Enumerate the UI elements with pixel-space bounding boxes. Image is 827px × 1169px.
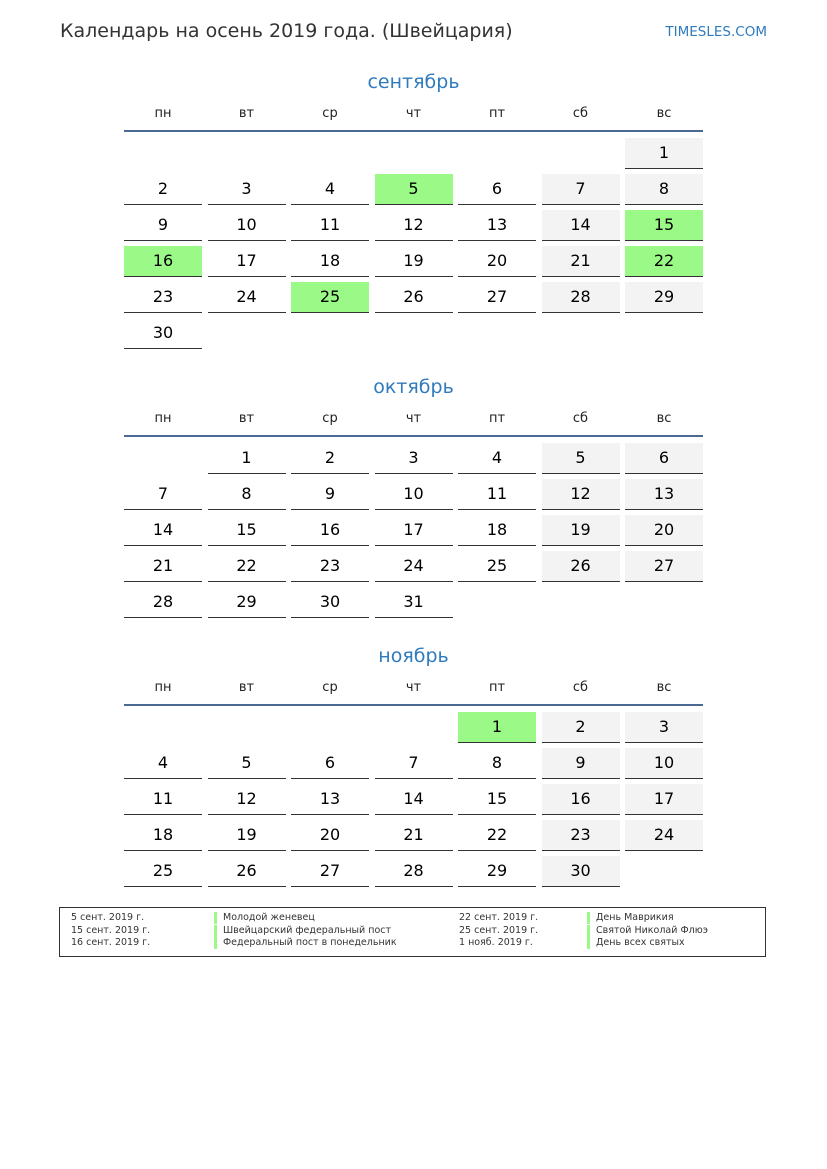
day-cell: 6 [458,174,536,205]
empty-day-cell [542,318,620,348]
weekday-label: ср [322,680,338,695]
day-cell: 3 [375,443,453,474]
empty-day-cell [291,318,369,348]
legend-name: День всех святых [587,937,685,949]
day-cell: 28 [124,587,202,618]
day-cell: 22 [208,551,286,582]
empty-day-cell [625,587,703,617]
day-cell: 26 [208,856,286,887]
legend-name: Федеральный пост в понедельник [214,937,397,949]
day-cell: 5 [208,748,286,779]
day-cell: 20 [625,515,703,546]
empty-day-cell [375,318,453,348]
day-cell: 17 [208,246,286,277]
day-cell: 31 [375,587,453,618]
day-cell: 6 [625,443,703,474]
day-cell: 20 [291,820,369,851]
weekday-label: пт [488,680,506,695]
day-cell: 26 [542,551,620,582]
header-divider [124,435,703,437]
day-cell: 24 [625,820,703,851]
day-cell: 10 [208,210,286,241]
week-row [124,748,703,784]
empty-day-cell [291,712,369,742]
day-cell: 6 [291,748,369,779]
month-november [124,642,703,892]
weekday-label: пн [154,680,172,695]
day-cell: 1 [458,712,536,743]
empty-day-cell [208,712,286,742]
day-cell: 16 [291,515,369,546]
day-cell: 21 [542,246,620,277]
week-row [124,443,703,479]
weekday-label: вс [656,680,672,695]
day-cell: 14 [375,784,453,815]
day-cell: 14 [542,210,620,241]
weekday-label: вт [238,411,255,426]
day-cell: 4 [458,443,536,474]
week-row [124,246,703,282]
week-row [124,712,703,748]
day-cell: 7 [375,748,453,779]
day-cell: 11 [291,210,369,241]
legend-date: 1 нояб. 2019 г. [459,937,533,948]
weekday-label: пн [154,106,172,121]
empty-day-cell [542,587,620,617]
day-cell: 8 [625,174,703,205]
day-cell: 8 [458,748,536,779]
day-cell: 2 [542,712,620,743]
weekday-label: пт [488,411,506,426]
day-cell: 10 [625,748,703,779]
weekday-label: сб [572,411,589,426]
day-cell: 18 [124,820,202,851]
weekday-header [124,680,703,704]
empty-day-cell [458,318,536,348]
day-cell: 29 [458,856,536,887]
day-cell: 30 [291,587,369,618]
day-cell: 4 [291,174,369,205]
day-cell: 19 [208,820,286,851]
day-cell: 1 [208,443,286,474]
day-cell: 2 [291,443,369,474]
weekday-label: чт [405,411,422,426]
day-cell: 18 [458,515,536,546]
empty-day-cell [625,856,703,886]
month-september [124,68,703,354]
week-row [124,210,703,246]
day-cell: 12 [542,479,620,510]
day-cell: 10 [375,479,453,510]
weekday-header [124,106,703,130]
legend-date: 22 сент. 2019 г. [459,912,539,923]
weeks-grid [124,712,703,892]
day-cell: 17 [375,515,453,546]
month-name: сентябрь [367,71,460,93]
day-cell: 9 [542,748,620,779]
header-divider [124,704,703,706]
empty-day-cell [375,138,453,168]
day-cell: 24 [208,282,286,313]
page-title: Календарь на осень 2019 года. (Швейцария) [60,20,513,42]
empty-day-cell [208,138,286,168]
week-row [124,856,703,892]
weeks-grid [124,138,703,354]
weekday-label: пн [154,411,172,426]
legend-name: Швейцарский федеральный пост [214,925,391,937]
day-cell: 29 [208,587,286,618]
day-cell: 21 [375,820,453,851]
day-cell: 14 [124,515,202,546]
empty-day-cell [375,712,453,742]
weekday-label: чт [405,680,422,695]
day-cell: 15 [208,515,286,546]
day-cell: 11 [458,479,536,510]
day-cell: 27 [291,856,369,887]
legend-name: Святой Николай Флюэ [587,925,708,937]
day-cell: 9 [124,210,202,241]
day-cell: 27 [625,551,703,582]
day-cell: 4 [124,748,202,779]
weekday-label: вт [238,106,255,121]
day-cell: 25 [458,551,536,582]
day-cell: 5 [542,443,620,474]
day-cell: 19 [542,515,620,546]
weekday-label: сб [572,680,589,695]
day-cell: 28 [375,856,453,887]
legend-date: 15 сент. 2019 г. [71,925,151,936]
weekday-label: вт [238,680,255,695]
header-divider [124,130,703,132]
day-cell: 22 [458,820,536,851]
day-cell: 22 [625,246,703,277]
legend-name: Молодой женевец [214,912,315,924]
day-cell: 12 [208,784,286,815]
week-row [124,479,703,515]
empty-day-cell [458,587,536,617]
holiday-legend [59,907,766,957]
day-cell: 7 [542,174,620,205]
day-cell: 15 [458,784,536,815]
empty-day-cell [458,138,536,168]
weekday-label: пт [488,106,506,121]
week-row [124,515,703,551]
day-cell: 25 [291,282,369,313]
empty-day-cell [291,138,369,168]
day-cell: 7 [124,479,202,510]
day-cell: 2 [124,174,202,205]
day-cell: 28 [542,282,620,313]
day-cell: 24 [375,551,453,582]
day-cell: 13 [291,784,369,815]
day-cell: 16 [542,784,620,815]
empty-day-cell [542,138,620,168]
day-cell: 23 [542,820,620,851]
month-october [124,373,703,623]
day-cell: 20 [458,246,536,277]
day-cell: 19 [375,246,453,277]
weekday-label: чт [405,106,422,121]
empty-day-cell [124,138,202,168]
day-cell: 30 [542,856,620,887]
empty-day-cell [208,318,286,348]
day-cell: 1 [625,138,703,169]
weekday-label: вс [656,411,672,426]
day-cell: 11 [124,784,202,815]
weeks-grid [124,443,703,623]
weekday-label: вс [656,106,672,121]
week-row [124,138,703,174]
day-cell: 26 [375,282,453,313]
site-link[interactable]: TIMESLES.COM [665,24,767,40]
day-cell: 9 [291,479,369,510]
week-row [124,282,703,318]
week-row [124,587,703,623]
day-cell: 21 [124,551,202,582]
day-cell: 5 [375,174,453,205]
day-cell: 15 [625,210,703,241]
legend-name: День Маврикия [587,912,674,924]
month-name: октябрь [373,376,454,398]
month-name: ноябрь [378,645,449,667]
day-cell: 16 [124,246,202,277]
day-cell: 8 [208,479,286,510]
week-row [124,174,703,210]
day-cell: 25 [124,856,202,887]
day-cell: 30 [124,318,202,349]
week-row [124,784,703,820]
weekday-header [124,411,703,435]
empty-day-cell [124,712,202,742]
day-cell: 12 [375,210,453,241]
week-row [124,318,703,354]
empty-day-cell [625,318,703,348]
day-cell: 17 [625,784,703,815]
week-row [124,551,703,587]
weekday-label: сб [572,106,589,121]
day-cell: 18 [291,246,369,277]
day-cell: 23 [124,282,202,313]
weekday-label: ср [322,411,338,426]
empty-day-cell [124,443,202,473]
day-cell: 13 [458,210,536,241]
day-cell: 3 [208,174,286,205]
day-cell: 23 [291,551,369,582]
day-cell: 3 [625,712,703,743]
day-cell: 27 [458,282,536,313]
day-cell: 29 [625,282,703,313]
legend-date: 16 сент. 2019 г. [71,937,151,948]
legend-date: 5 сент. 2019 г. [71,912,145,923]
weekday-label: ср [322,106,338,121]
day-cell: 13 [625,479,703,510]
legend-date: 25 сент. 2019 г. [459,925,539,936]
week-row [124,820,703,856]
